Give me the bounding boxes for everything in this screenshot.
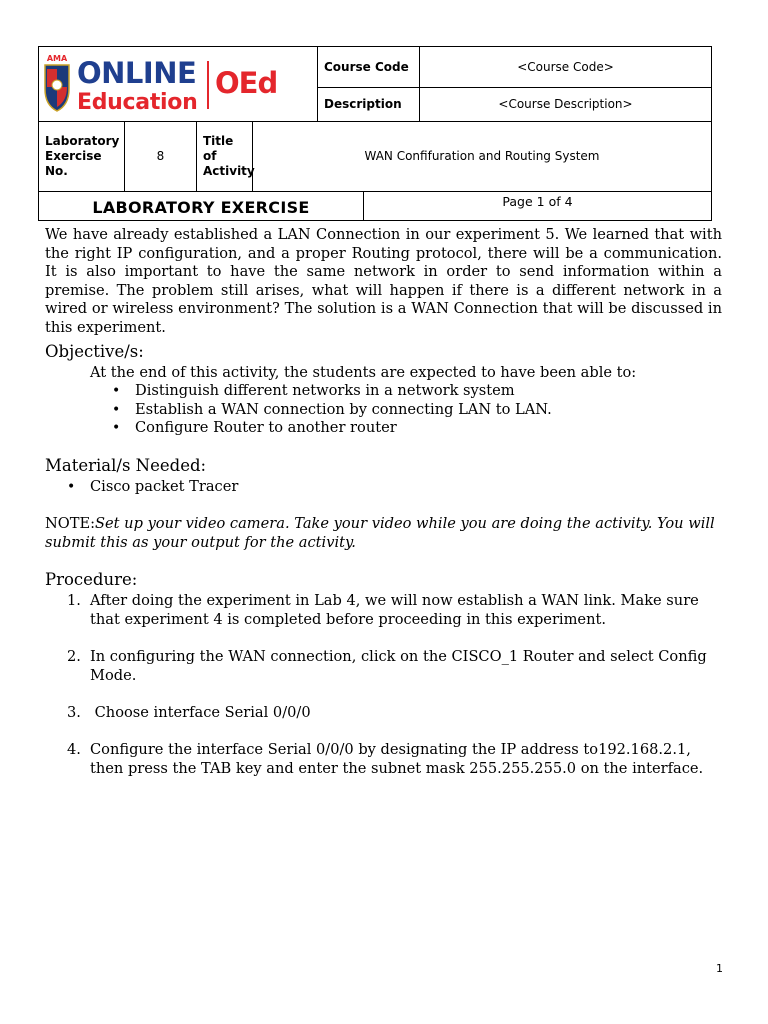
list-item: • Configure Router to another router [112, 419, 397, 437]
materials-heading: Material/s Needed: [45, 455, 207, 475]
title-value: WAN Confifuration and Routing System [253, 122, 712, 192]
procedure-step: 3. Choose interface Serial 0/0/0 [67, 703, 311, 721]
online-education-logo [39, 47, 314, 121]
procedure-list [45, 592, 722, 778]
logo-education-text: Education [77, 90, 198, 115]
list-item: • Distinguish different networks in a network system [112, 382, 515, 400]
footer-page-number: 1 [716, 962, 723, 975]
logo-divider [207, 61, 209, 109]
list-item: • Establish a WAN connection by connecting LAN to LAN. [112, 400, 552, 418]
procedure-step: 2. In configuring the WAN connection, click on the CISCO_1 Router and select Config Mode. [67, 648, 707, 684]
objectives-lead: At the end of this activity, the students are expected to have been able to: [90, 363, 637, 381]
procedure-step: 1. After doing the experiment in Lab 4, we will now establish a WAN link. Make sure that experiment 4 is completed before proceeding in this experiment. [67, 592, 699, 628]
logo-online-text: ONLINE [77, 56, 197, 90]
procedure-step: 4. Configure the interface Serial 0/0/0 by designating the IP address to192.168.2.1, then press the TAB key and enter the subnet mask 255.255.255.0 on the interface. [67, 741, 704, 777]
note-text: Set up your video camera. Take your video while you are doing the activity. You will submit this as your output for the activity. [45, 515, 715, 551]
note-label: NOTE: [45, 515, 96, 533]
lab-no-value: 8 [125, 122, 197, 192]
note-paragraph [45, 515, 722, 552]
course-code-label: Course Code [318, 47, 420, 88]
materials-list [45, 478, 722, 497]
description-label: Description [318, 88, 420, 122]
ama-seal-icon [45, 54, 69, 111]
page-label: Page 1 of 4 [364, 192, 712, 221]
course-code-value: <Course Code> [420, 47, 712, 88]
list-item: • Cisco packet Tracer [67, 477, 239, 495]
title-label: Title of Activity [197, 122, 253, 192]
logo-cell [39, 47, 318, 122]
objectives-heading: Objective/s: [45, 341, 144, 361]
header-table [38, 46, 712, 221]
lab-no-label: Laboratory Exercise No. [39, 122, 125, 192]
intro-paragraph: We have already established a LAN Connection in our experiment 5. We learned that with the right IP configuration, and a proper Routing protocol, there will be a communication. It is also important to have the same network in order to send information within a premise. The problem still arises, what will happen if there is a different network in a wired or wireless environment? The solution is a WAN Connection that will be discussed in this experiment. [45, 226, 722, 336]
objectives-list [45, 382, 722, 438]
document-body [45, 226, 722, 797]
lab-heading: LABORATORY EXERCISE [39, 192, 364, 221]
procedure-heading: Procedure: [45, 570, 138, 590]
svg-text:AMA: AMA [46, 54, 68, 63]
logo-oed-badge: OEd [215, 66, 278, 100]
description-value: <Course Description> [420, 88, 712, 122]
